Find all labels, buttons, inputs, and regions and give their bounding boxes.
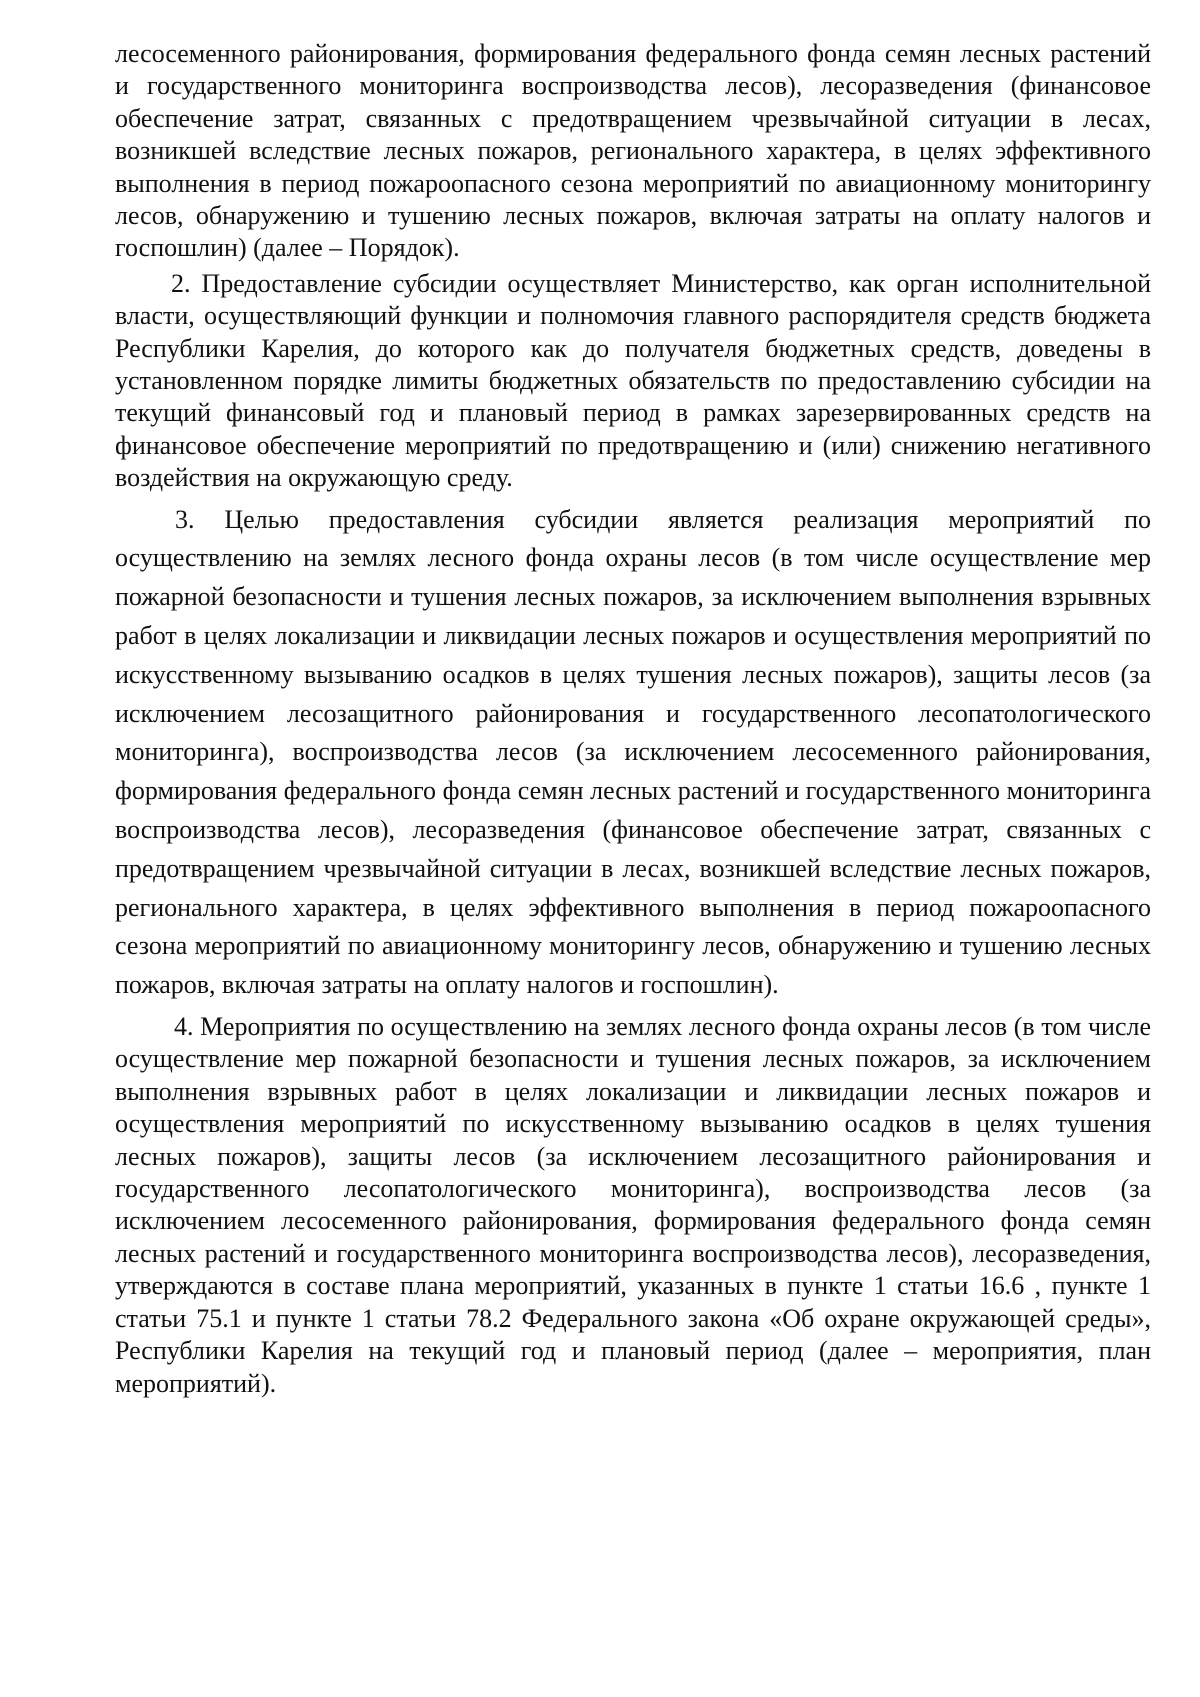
paragraph-item-2: 2. Предоставление субсидии осуществляет Министерство, как орган исполнительной власти, осуществляющий функции и полномочия главного распорядителя средств бюджета Республики Карелия, до которого как до получателя бюджетных средств, доведены в установленном порядке лимиты бюджетных обязательств по предоставлению субсидии на текущий финансовый год и плановый период в рамках зарезервированных средств на финансовое обеспечение мероприятий по предотвращению и (или) снижению негативного воздействия на окружающую среду. xyxy=(115,268,1151,493)
paragraph-item-3: 3. Целью предоставления субсидии является реализация мероприятий по осуществлению на землях лесного фонда охраны лесов (в том числе осуществление мер пожарной безопасности и тушения лесных пожаров, за исключением выполнения взрывных работ в целях локализации и ликвидации лесных пожаров и осуществления мероприятий по искусственному вызыванию осадков в целях тушения лесных пожаров), защиты лесов (за исключением лесозащитного районирования и государственного лесопатологического мониторинга), воспроизводства лесов (за исключением лесосеменного районирования, формирования федерального фонда семян лесных растений и государственного мониторинга воспроизводства лесов), лесоразведения (финансовое обеспечение затрат, связанных с предотвращением чрезвычайной ситуации в лесах, возникшей вследствие лесных пожаров, регионального характера, в целях эффективного выполнения в период пожароопасного сезона мероприятий по авиационному мониторингу лесов, обнаружению и тушению лесных пожаров, включая затраты на оплату налогов и госпошлин). xyxy=(115,504,1151,1000)
document-body xyxy=(115,38,1151,1400)
paragraph-item-4: 4. Мероприятия по осуществлению на землях лесного фонда охраны лесов (в том числе осуществление мер пожарной безопасности и тушения лесных пожаров, за исключением выполнения взрывных работ в целях локализации и ликвидации лесных пожаров и осуществления мероприятий по искусственному вызыванию осадков в целях тушения лесных пожаров), защиты лесов (за исключением лесозащитного районирования и государственного лесопатологического мониторинга), воспроизводства лесов (за исключением лесосеменного районирования, формирования федерального фонда семян лесных растений и государственного мониторинга воспроизводства лесов), лесоразведения, утверждаются в составе плана мероприятий, указанных в пункте 1 статьи 16.6 , пункте 1 статьи 75.1 и пункте 1 статьи 78.2 Федерального закона «Об охране окружающей среды», Республики Карелия на текущий год и плановый период (далее – мероприятия, план мероприятий). xyxy=(115,1012,1151,1398)
paragraph-continuation: лесосеменного районирования, формирования федерального фонда семян лесных растений и государственного мониторинга воспроизводства лесов), лесоразведения (финансовое обеспечение затрат, связанных с предотвращением чрезвычайной ситуации в лесах, возникшей вследствие лесных пожаров, регионального характера, в целях эффективного выполнения в период пожароопасного сезона мероприятий по авиационному мониторингу лесов, обнаружению и тушению лесных пожаров, включая затраты на оплату налогов и госпошлин) (далее – Порядок). xyxy=(115,39,1151,263)
